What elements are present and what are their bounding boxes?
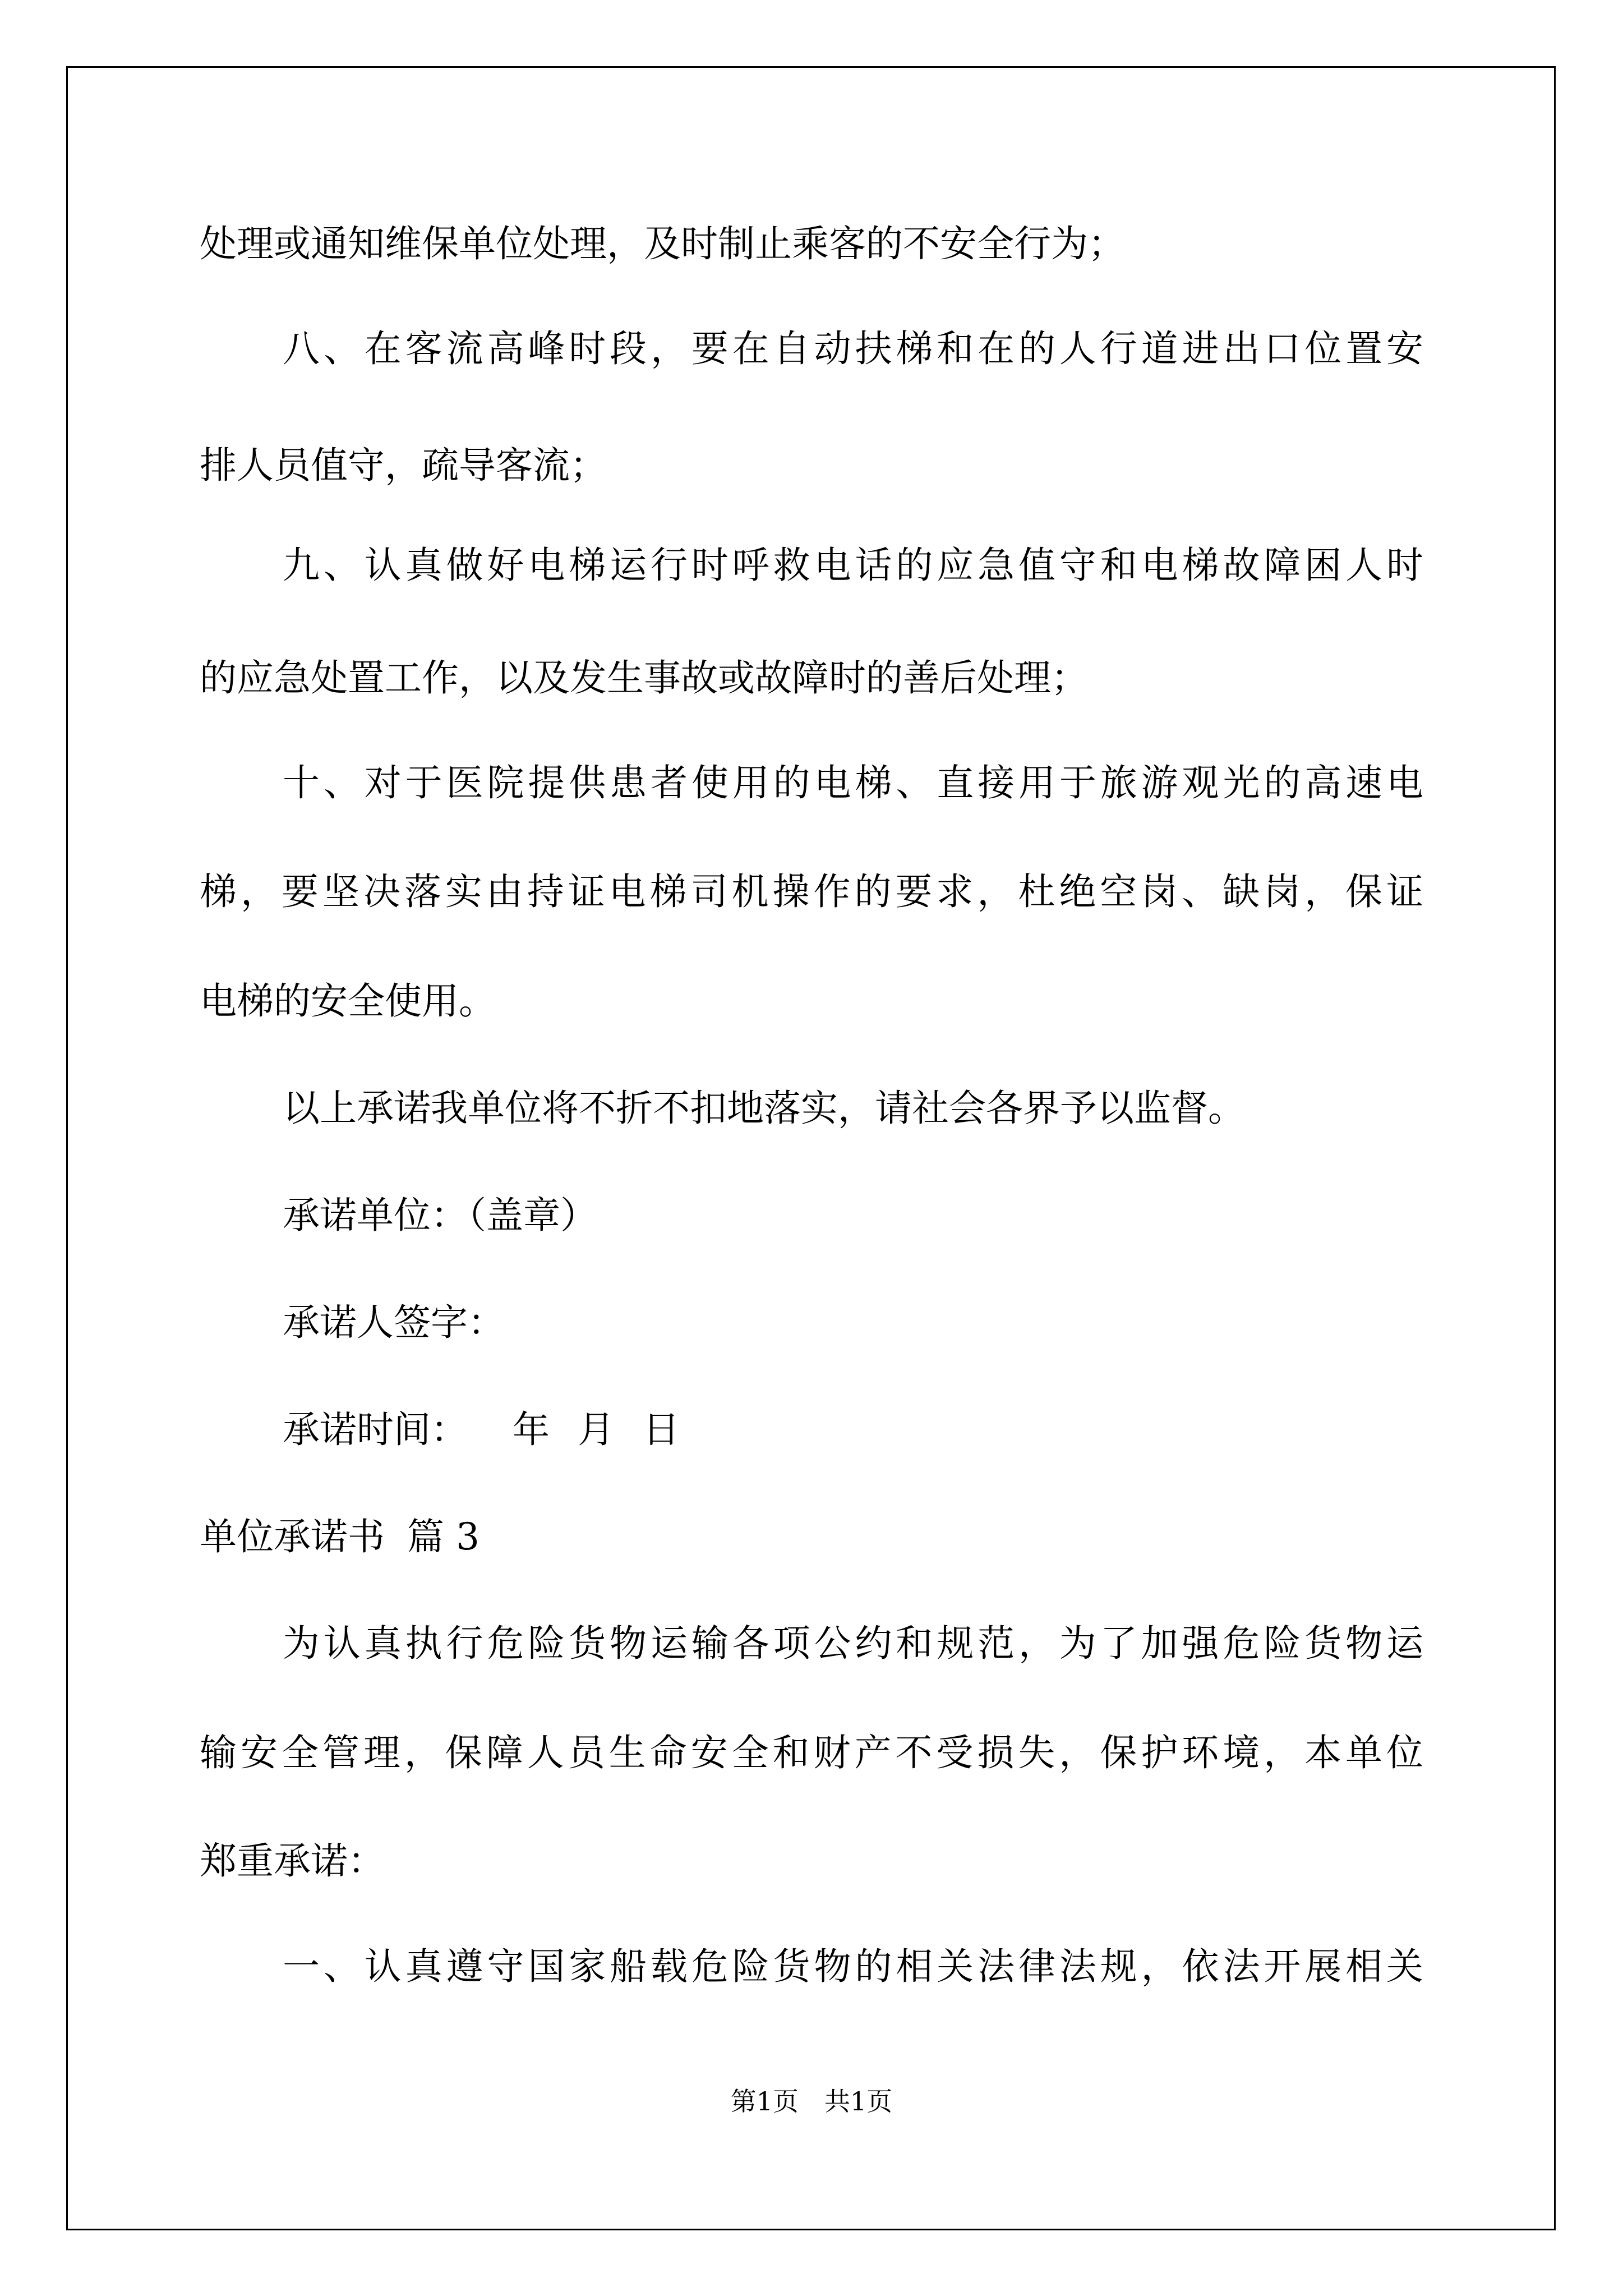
date-month: 月 — [578, 1408, 615, 1451]
paragraph-line: 处理或通知维保单位处理，及时制止乘客的不安全行为； — [200, 222, 1125, 265]
paragraph-line: 八、在客流高峰时段，要在自动扶梯和在的人行道进出口位置安 — [283, 327, 1423, 370]
paragraph-line: 的应急处置工作，以及发生事故或故障时的善后处理； — [200, 656, 1088, 700]
paragraph-line: 以上承诺我单位将不折不扣地落实，请社会各界予以监督。 — [283, 1087, 1245, 1130]
paragraph-line: 一、认真遵守国家船载危险货物的相关法律法规，依法开展相关 — [283, 1945, 1423, 1988]
paragraph-line: 为认真执行危险货物运输各项公约和规范，为了加强危险货物运 — [283, 1622, 1423, 1665]
paragraph-line: 十、对于医院提供患者使用的电梯、直接用于旅游观光的高速电 — [283, 761, 1423, 804]
paragraph-line: 输安全管理，保障人员生命安全和财产不受损失，保护环境，本单位 — [200, 1731, 1423, 1774]
signature-unit-line: 承诺单位：（盖章） — [283, 1194, 597, 1237]
paragraph-line: 电梯的安全使用。 — [200, 979, 496, 1023]
paragraph-line: 九、认真做好电梯运行时呼救电话的应急值守和电梯故障困人时 — [283, 544, 1423, 587]
page-footer: 第1页 共1页 — [730, 2086, 893, 2116]
paragraph-line: 排人员值守，疏导客流； — [200, 444, 607, 487]
signature-date-line — [283, 1407, 680, 1452]
date-year: 年 — [513, 1408, 550, 1451]
paragraph-line: 梯，要坚决落实由持证电梯司机操作的要求，杜绝空岗、缺岗，保证 — [200, 870, 1423, 913]
section-number: 篇 3 — [407, 1515, 479, 1558]
signature-person-line: 承诺人签字： — [283, 1301, 505, 1344]
section-title: 单位承诺书 — [200, 1515, 385, 1558]
paragraph-line: 郑重承诺： — [200, 1839, 385, 1883]
page-border — [66, 66, 1556, 2230]
section-heading — [200, 1515, 479, 1559]
date-day: 日 — [643, 1408, 680, 1451]
date-label: 承诺时间： — [283, 1408, 468, 1451]
